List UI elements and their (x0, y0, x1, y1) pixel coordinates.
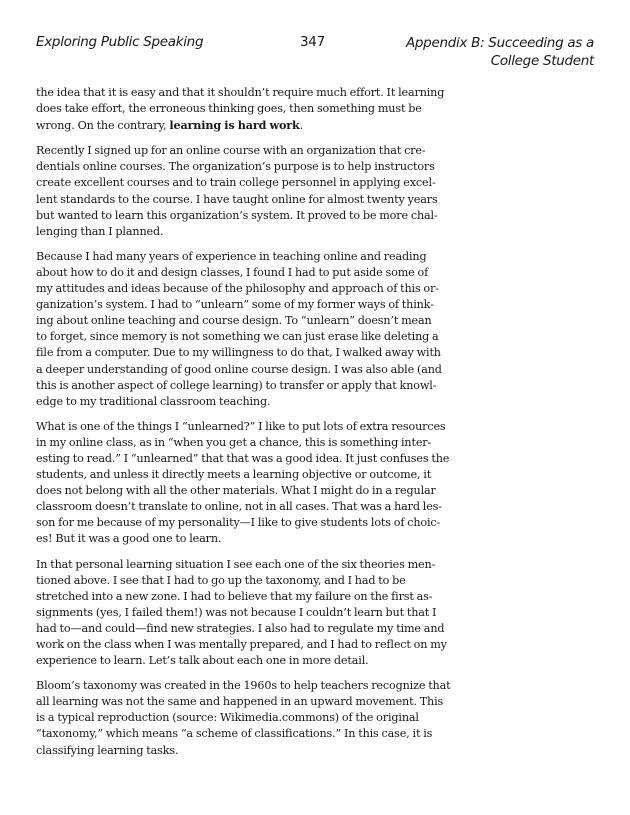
text-line: stretched into a new zone. I had to believe that my failure on the first as- (36, 589, 433, 603)
text-line: ganization’s system. I had to “unlearn” some of my former ways of think- (36, 298, 434, 312)
text-line: does not belong with all the other materials. What I might do in a regular (36, 484, 436, 498)
text-line: tioned above. I see that I had to go up the taxonomy, and I had to be (36, 573, 406, 587)
text-line: file from a computer. Due to my willingness to do that, I walked away with (36, 346, 441, 360)
chapter-title-line: Appendix B: Succeeding as a (405, 35, 594, 51)
paragraph (36, 419, 448, 548)
page-number: 347 (300, 34, 325, 50)
text-run: . (299, 119, 304, 133)
text-line: this is another aspect of college learning) to transfer or apply that knowl- (36, 378, 437, 392)
text-line: to forget, since memory is not something we can just erase like deleting a (36, 330, 439, 344)
text-line: classroom doesn’t translate to online, not in all cases. That was a hard les- (36, 500, 442, 514)
book-title: Exploring Public Speaking (36, 34, 204, 50)
paragraph (36, 143, 448, 240)
text-line: What is one of the things I “unlearned?” I like to put lots of extra resources (36, 419, 446, 433)
text-line: is a typical reproduction (source: Wikimedia.commons) of the original (36, 711, 419, 725)
text-line: but wanted to learn this organization’s system. It proved to be more chal- (36, 208, 438, 222)
paragraph (36, 678, 451, 758)
text-line: my attitudes and ideas because of the philosophy and approach of this or- (36, 282, 439, 296)
text-line: in my online class, as in “when you get a chance, this is something inter- (36, 435, 432, 449)
text-run: wrong. On the contrary, (36, 119, 170, 133)
text-line: classifying learning tasks. (36, 743, 179, 757)
text-line: lent standards to the course. I have taught online for almost twenty years (36, 192, 438, 206)
page-header (36, 34, 594, 74)
text-line: about how to do it and design classes, I found I had to put aside some of (36, 265, 429, 279)
text-line: the idea that it is easy and that it shouldn’t require much effort. It learning (36, 86, 445, 99)
text-line: a deeper understanding of good online course design. I was also able (and (36, 362, 442, 376)
text-line: ing about online teaching and course design. To “unlearn” doesn’t mean (36, 314, 432, 328)
bold-emphasis: learning is hard work (169, 118, 300, 133)
text-line: es! But it was a good one to learn. (36, 532, 222, 546)
text-line: signments (yes, I failed them!) was not because I couldn’t learn but that I (36, 605, 437, 619)
text-line: “taxonomy,” which means “a scheme of classifications.” In this case, it is (36, 727, 433, 741)
text-line: students, and unless it directly meets a learning objective or outcome, it (36, 468, 432, 482)
text-line: Bloom’s taxonomy was created in the 1960s to help teachers recognize that (36, 679, 451, 693)
text-line: does take effort, the erroneous thinking goes, then something must be (36, 102, 422, 116)
text-line: work on the class when I was mentally prepared, and I had to reflect on my (36, 638, 447, 651)
paragraph (36, 85, 448, 134)
text-line: all learning was not the same and happened in an upward movement. This (36, 695, 444, 709)
text-line: lenging than I planned. (36, 224, 164, 238)
chapter-title (406, 34, 594, 70)
text-line: edge to my traditional classroom teaching. (36, 394, 271, 408)
text-line: Recently I signed up for an online course with an organization that cre- (36, 144, 426, 158)
text-line: son for me because of my personality—I like to give students lots of choic- (36, 516, 441, 530)
text-line: dentials online courses. The organization’s purpose is to help instructors (36, 160, 435, 174)
text-line: esting to read.” I “unlearned” that that was a good idea. It just confuses the (36, 451, 450, 465)
paragraph (36, 249, 448, 410)
chapter-title-line: College Student (490, 53, 594, 69)
text-line (36, 117, 448, 134)
text-line: create excellent courses and to train college personnel in applying excel- (36, 176, 436, 190)
text-line: experience to learn. Let’s talk about each one in more detail. (36, 654, 369, 668)
text-line: In that personal learning situation I see each one of the six theories men- (36, 557, 436, 571)
text-line: Because I had many years of experience in teaching online and reading (36, 249, 427, 263)
text-line: had to—and could—find new strategies. I also had to regulate my time and (36, 621, 445, 635)
paragraph (36, 557, 448, 670)
page-body (36, 85, 451, 768)
